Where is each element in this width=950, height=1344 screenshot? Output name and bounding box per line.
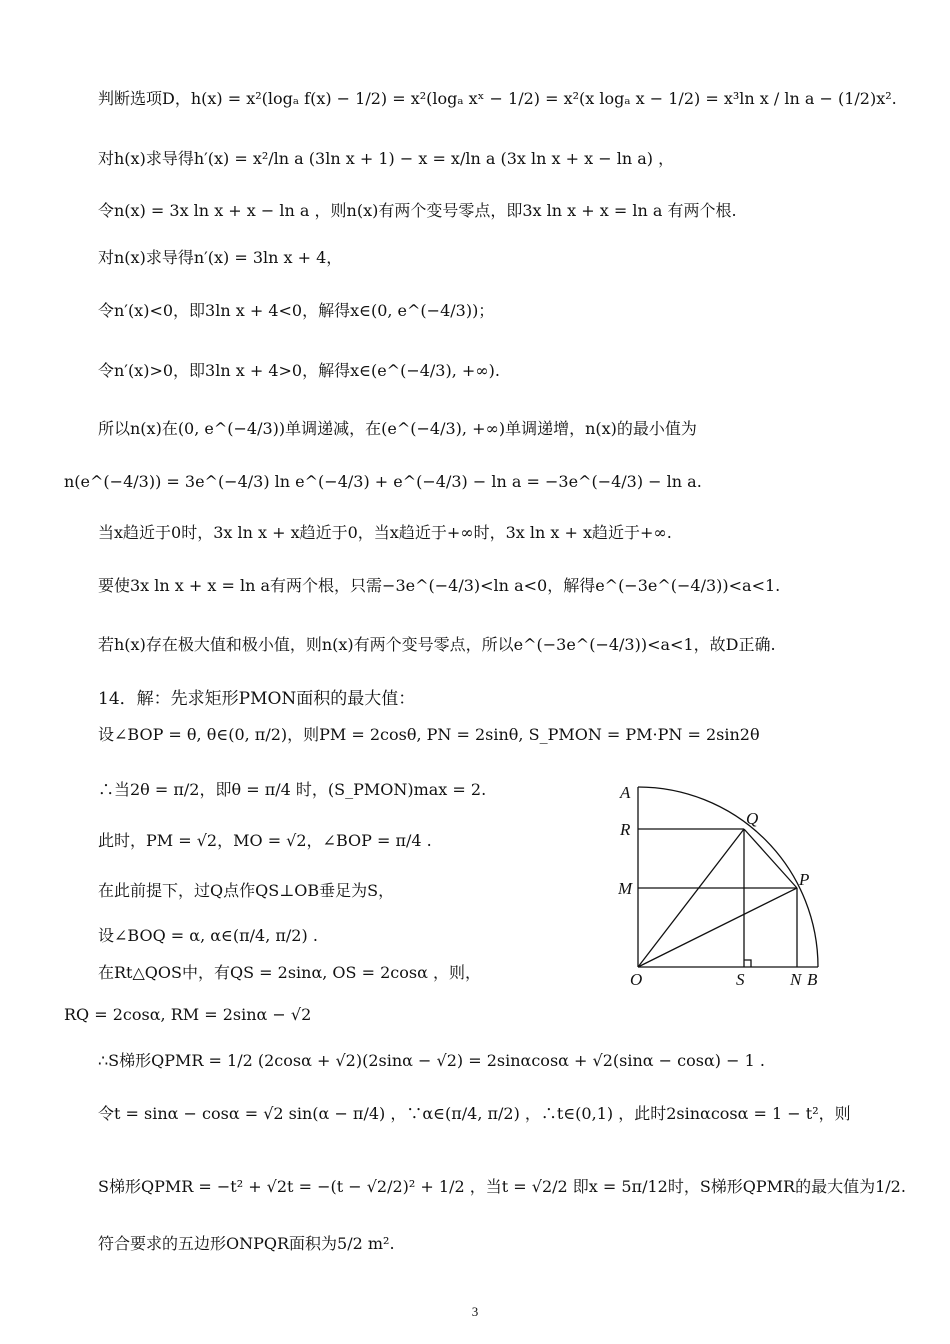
segment-qp xyxy=(744,829,797,888)
line-n-prime-positive: 令n′(x)>0，即3ln x + 4>0，解得x∈(e^(−4/3), +∞). xyxy=(98,361,500,380)
line-derivative-n: 对n(x)求导得n′(x) = 3ln x + 4， xyxy=(98,248,343,267)
right-angle-mark xyxy=(744,960,751,967)
line-substitute-t: 令t = sinα − cosα = √2 sin(α − π/4) ，∵α∈(π/4, π/2) ，∴t∈(0,1) ，此时2sinαcosα = 1 − t²，则 xyxy=(98,1104,851,1123)
line-rq-rm: RQ = 2cosα, RM = 2sinα − √2 xyxy=(64,1005,312,1024)
line-n-prime-negative: 令n′(x)<0，即3ln x + 4<0，解得x∈(0, e^(−4/3))； xyxy=(98,301,495,320)
line-problem-14: 14．解：先求矩形PMON面积的最大值： xyxy=(98,689,416,709)
label-n: N xyxy=(790,970,802,989)
quarter-circle-figure xyxy=(618,782,828,992)
line-trapezoid-max: S梯形QPMR = −t² + √2t = −(t − √2/2)² + 1/2 ，当t = √2/2 即x = 5π/12时，S梯形QPMR的最大值为1/2. xyxy=(98,1177,906,1196)
line-pm-mo: 此时，PM = √2，MO = √2，∠BOP = π/4 . xyxy=(98,831,432,850)
quarter-arc xyxy=(638,787,818,967)
label-m: M xyxy=(618,879,633,898)
line-monotonic: 所以n(x)在(0, e^(−4/3))单调递减，在(e^(−4/3), +∞)单调递增，n(x)的最小值为 xyxy=(98,419,697,438)
label-s: S xyxy=(736,970,745,989)
label-o: O xyxy=(630,970,643,989)
line-option-d: 判断选项D，h(x) = x²(logₐ f(x) − 1/2) = x²(logₐ xˣ − 1/2) = x²(x logₐ x − 1/2) = x³ln x / ln a − (1/2)x². xyxy=(98,89,897,108)
segment-oq xyxy=(638,829,744,967)
label-p: P xyxy=(799,870,810,889)
line-set-alpha: 设∠BOQ = α, α∈(π/4, π/2) . xyxy=(98,926,318,945)
line-limits: 当x趋近于0时，3x ln x + x趋近于0，当x趋近于+∞时，3x ln x + x趋近于+∞. xyxy=(98,523,672,542)
label-r: R xyxy=(620,820,631,839)
label-a: A xyxy=(620,783,631,802)
label-b: B xyxy=(807,970,818,989)
line-theta-max: ∴当2θ = π/2，即θ = π/4 时，(S_PMON)max = 2. xyxy=(98,780,487,799)
line-qs-perp: 在此前提下，过Q点作QS⊥OB垂足为S， xyxy=(98,881,395,900)
segment-op xyxy=(638,888,797,967)
line-two-roots: 要使3x ln x + x = ln a有两个根，只需−3e^(−4/3)<ln a<0，解得e^(−3e^(−4/3))<a<1. xyxy=(98,576,781,595)
line-conclusion-d: 若h(x)存在极大值和极小值，则n(x)有两个变号零点，所以e^(−3e^(−4/3))<a<1，故D正确. xyxy=(98,635,776,654)
page-number: 3 xyxy=(471,1304,479,1319)
line-rt-triangle: 在Rt△QOS中，有QS = 2sinα, OS = 2cosα ，则， xyxy=(98,963,481,982)
line-set-theta: 设∠BOP = θ, θ∈(0, π/2)，则PM = 2cosθ, PN = 2sinθ, S_PMON = PM·PN = 2sin2θ xyxy=(98,725,760,744)
line-define-n: 令n(x) = 3x ln x + x − ln a ，则n(x)有两个变号零点，即3x ln x + x = ln a 有两个根. xyxy=(98,201,737,220)
line-min-value: n(e^(−4/3)) = 3e^(−4/3) ln e^(−4/3) + e^(−4/3) − ln a = −3e^(−4/3) − ln a. xyxy=(64,472,702,491)
line-pentagon-area: 符合要求的五边形ONPQR面积为5/2 m². xyxy=(98,1234,395,1253)
line-trapezoid-area: ∴S梯形QPMR = 1/2 (2cosα + √2)(2sinα − √2) = 2sinαcosα + √2(sinα − cosα) − 1 . xyxy=(98,1051,765,1070)
line-derivative-h: 对h(x)求导得h′(x) = x²/ln a (3ln x + 1) − x = x/ln a (3x ln x + x − ln a) ， xyxy=(98,149,675,168)
label-q: Q xyxy=(746,809,759,828)
